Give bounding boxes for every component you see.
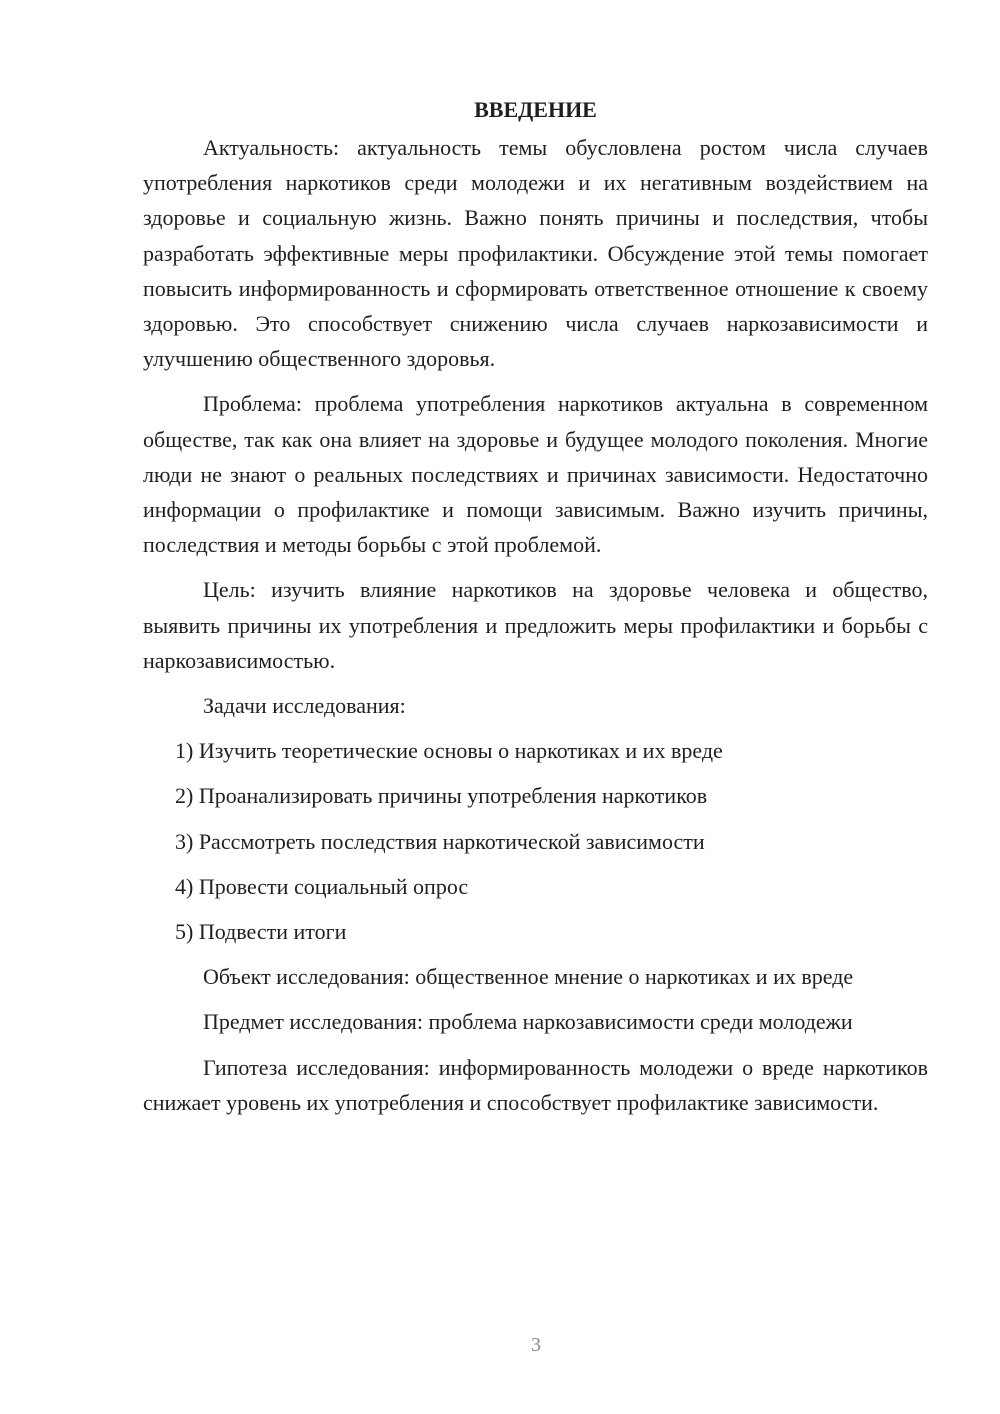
tasks-list	[143, 733, 928, 949]
object-paragraph: Объект исследования: общественное мнение о наркотиках и их вреде	[203, 964, 854, 990]
relevance-paragraph: Актуальность: актуальность темы обусловлена ростом числа случаев употребления наркотиков среди молодежи и их негативным воздействием на здоровье и социальную жизнь. Важно понять причины и последствия, чтобы разработать эффективные меры профилактики. Обсуждение этой темы помогает повысить информированность и сформировать ответственное отношение к своему здоровью. Это способствует снижению числа случаев наркозависимости и улучшению общественного здоровья.	[143, 135, 928, 372]
problem-paragraph: Проблема: проблема употребления наркотиков актуальна в современном обществе, так как она влияет на здоровье и будущее молодого поколения. Многие люди не знают о реальных последствиях и причинах зависимости. Недостаточно информации о профилактике и помощи зависимым. Важно изучить причины, последствия и методы борьбы с этой проблемой.	[143, 391, 928, 558]
hypothesis-paragraph: Гипотеза исследования: информированность молодежи о вреде наркотиков снижает уровень их употребления и способствует профилактике зависимости.	[143, 1054, 928, 1115]
task-item: 4) Провести социальный опрос	[175, 873, 469, 899]
tasks-title: Задачи исследования:	[203, 693, 406, 719]
page-content	[143, 92, 928, 1130]
task-item: 1) Изучить теоретические основы о наркотиках и их вреде	[175, 738, 723, 764]
task-item: 3) Рассмотреть последствия наркотической зависимости	[175, 828, 705, 854]
section-heading: ВВЕДЕНИЕ	[474, 97, 597, 122]
task-item: 5) Подвести итоги	[175, 919, 347, 945]
task-item: 2) Проанализировать причины употребления наркотиков	[175, 783, 708, 809]
subject-paragraph: Предмет исследования: проблема наркозависимости среди молодежи	[203, 1009, 853, 1035]
page-number: 3	[531, 1334, 541, 1356]
goal-paragraph: Цель: изучить влияние наркотиков на здоровье человека и общество, выявить причины их употребления и предложить меры профилактики и борьбы с наркозависимостью.	[143, 577, 928, 673]
